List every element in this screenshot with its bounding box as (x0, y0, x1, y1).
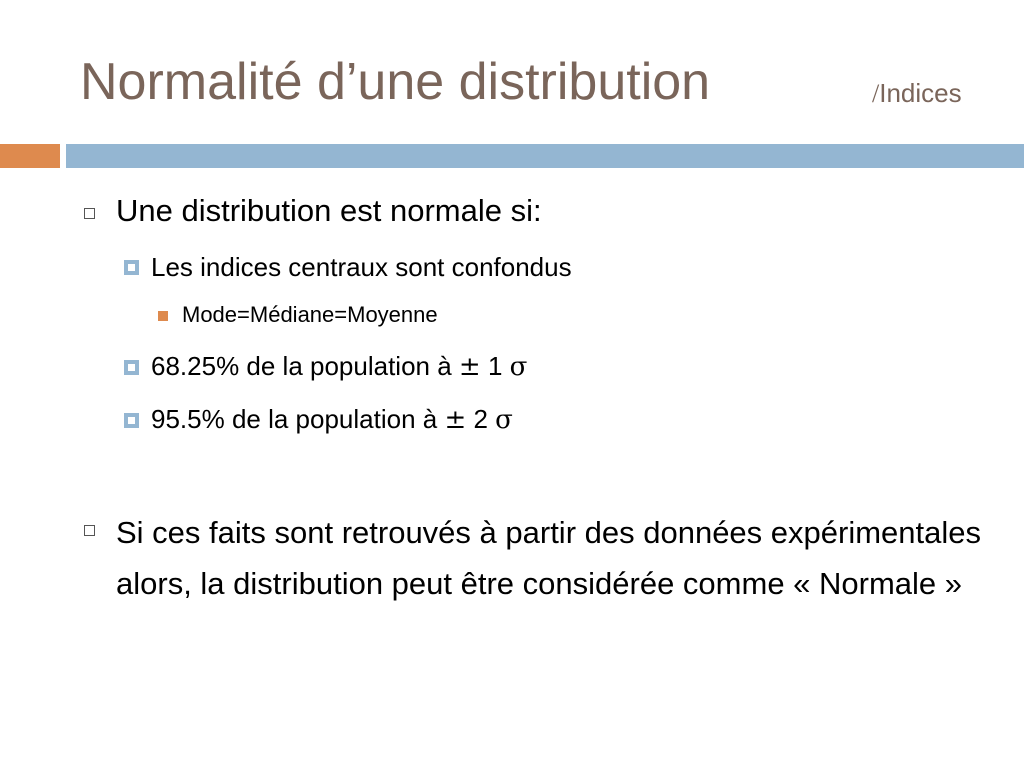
bullet-conclusion: Si ces faits sont retrouvés à partir des données expérimentales alors, la distribution peut être considérée comme « Normale » (116, 515, 982, 601)
sigma-symbol: σ (495, 405, 513, 435)
plus-minus-symbol: ± (458, 352, 481, 382)
subtitle-slash: / (872, 79, 880, 108)
bullet-mode-mediane-moyenne: Mode=Médiane=Moyenne (182, 302, 438, 327)
framed-square-bullet-icon (124, 413, 139, 428)
bullet-68-percent (151, 351, 527, 382)
sigma-symbol: σ (509, 352, 528, 382)
hollow-square-bullet-icon (84, 525, 95, 536)
plus-minus-symbol: ± (444, 405, 467, 435)
bullet-95-text: 95.5% de la population à (151, 404, 445, 434)
sigma-multiplier: 2 (466, 404, 496, 434)
slide-subtitle (872, 78, 962, 109)
bullet-distribution-normale: Une distribution est normale si: (116, 193, 542, 228)
accent-bar-blue (66, 144, 1024, 168)
bullet-95-percent (151, 404, 513, 435)
subtitle-text: Indices (879, 78, 962, 108)
bullet-68-text: 68.25% de la population à (151, 351, 459, 381)
bullet-indices-centraux: Les indices centraux sont confondus (151, 252, 572, 282)
hollow-square-bullet-icon (84, 208, 95, 219)
slide-title: Normalité d’une distribution (80, 53, 711, 111)
framed-square-bullet-icon (124, 360, 139, 375)
accent-bar-orange (0, 144, 60, 168)
framed-square-bullet-icon (124, 260, 139, 275)
sigma-multiplier: 1 (480, 351, 510, 381)
filled-square-bullet-icon (158, 311, 168, 321)
